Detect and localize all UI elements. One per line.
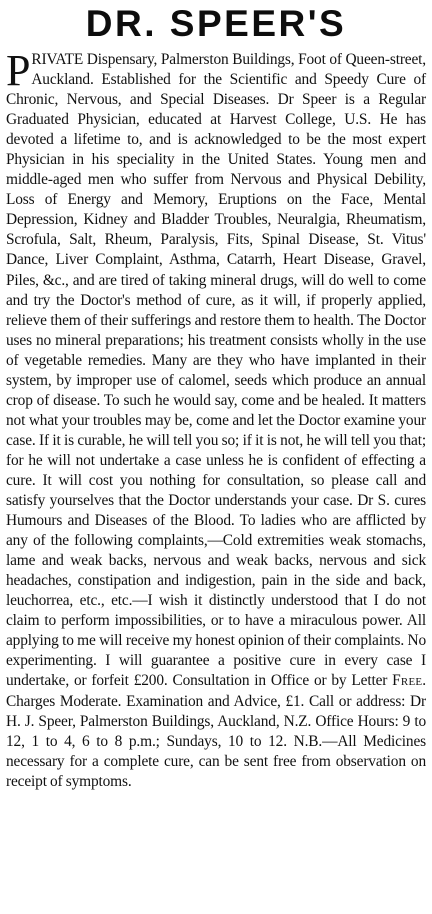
body-text-main: RIVATE Dispensary, Palmerston Buildings, Foot of Queen-street, Auckland. Established for the Scientific and Speedy Cure of Chronic, Nervous, and Special Diseases. Dr Speer is a Regular Graduated Physician, educated at Harvest College, U.S. He has devoted a lifetime to, and is acknowledged to be the most expert Physician in his speciality in the United States. Young men and middle-aged men who suffer from Nervous and Physical Debility, Loss of Energy and Memory, Eruptions on the Face, Mental Depression, Kidney and Bladder Troubles, Neuralgia, Rheumatism, Scrofula, Salt, Rheum, Paralysis, Fits, Spinal Disease, St. Vitus' Dance, Liver Complaint, Asthma, Catarrh, Heart Disease, Gravel, Piles, &c., and are tired of taking mineral drugs, will do well to come and try the Doctor's method of cure, as it will, if properly applied, relieve them of their sufferings and restore them to health. The Doctor uses no mineral preparations; his treatment consists wholly in the use of vegetable remedies. Many are they who have implanted in their system, by improper use of calomel, seeds which produce an annual crop of disease. To such he would say, come and be healed. It matters not what your troubles may be, come and let the Doctor examine your case. If it is curable, he will tell you so; if it is not, he will tell you that; for he will not undertake a case unless he is confident of effecting a cure. It will cost you nothing for consultation, so please call and satisfy yourselves that the Doctor understands your case. Dr S. cures Humours and Diseases of the Blood. To ladies who are afflicted by any of the following complaints,—Cold extremities weak stomachs, lame and weak backs, nervous and weak backs, nervous and sick headaches, constipation and indigestion, pain in the side and back, leuchorrea, etc., etc.—I wish it distinctly understood that I do not claim to perform impossibilities, or to have a miraculous power. All applying to me will receive my honest opinion of their complaints. No experimenting. I will guarantee a positive cure in every case I undertake, or forfeit £200. Consultation in Office or by Letter	[6, 51, 426, 690]
body-text-closing: . Charges Moderate. Examination and Advice, £1. Call or address: Dr H. J. Speer, Palmerston Buildings, Auckland, N.Z. Office Hours: 9 to 12, 1 to 4, 6 to 8 p.m.; Sundays, 10 to 12. N.B.—All Medicines necessary for a complete cure, can be sent free from observation on receipt of symptoms.	[6, 672, 426, 790]
headline: DR. SPEER'S	[85, 3, 347, 44]
advertisement-body	[6, 46, 426, 792]
drop-cap: P	[6, 46, 31, 95]
free-small-caps: Free	[392, 672, 423, 690]
